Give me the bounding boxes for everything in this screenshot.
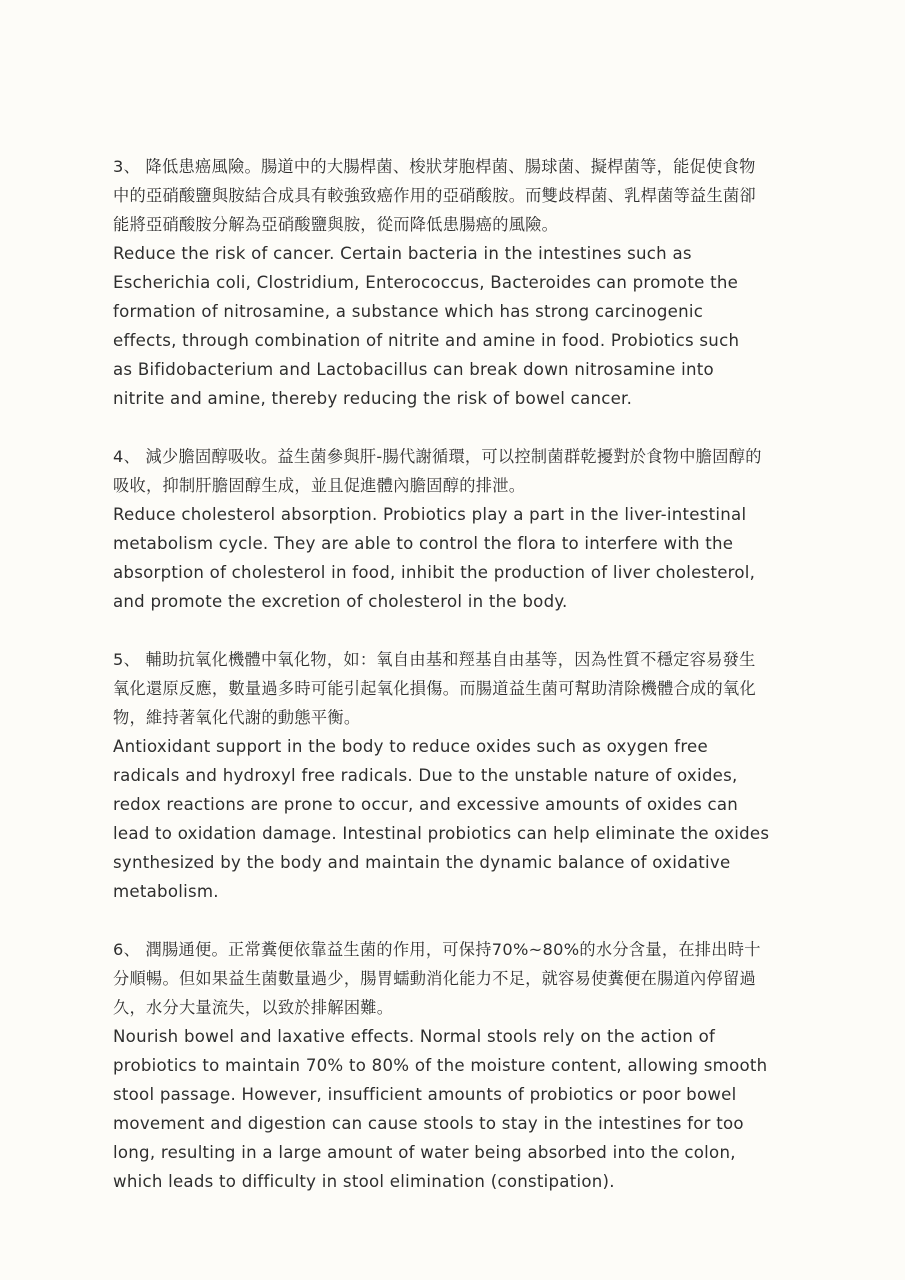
section-cholesterol: [113, 442, 813, 616]
section-bowel: [113, 935, 813, 1196]
section-english-text: Nourish bowel and laxative effects. Normal stools rely on the action of probiotics to maintain 70% to 80% of the moisture content, allowing smooth stool passage. However, insufficient amounts of probiotics or poor bowel movement and digestion can cause stools to stay in the intestines for too long, resulting in a large amount of water being absorbed into the colon, which leads to difficulty in stool elimination (constipation).: [113, 1027, 768, 1191]
section-antioxidant: [113, 645, 813, 906]
section-english-text: Reduce cholesterol absorption. Probiotics play a part in the liver-intestinal metabolism cycle. They are able to control the flora to interfere with the absorption of cholesterol in food, inhibit the production of liver cholesterol, and promote the excretion of cholesterol in the body.: [113, 505, 756, 611]
section-chinese-text: 3、 降低患癌風險。腸道中的大腸桿菌、梭狀芽胞桿菌、腸球菌、擬桿菌等，能促使食物 中的亞硝酸鹽與胺結合成具有較強致癌作用的亞硝酸胺。而雙歧桿菌、乳桿菌等益生菌卻 能將亞硝酸胺分解為亞硝酸鹽與胺，從而降低患腸癌的風險。: [113, 157, 757, 234]
section-chinese-text: 6、 潤腸通便。正常糞便依靠益生菌的作用，可保持70%~80%的水分含量，在排出時十 分順暢。但如果益生菌數量過少，腸胃蠕動消化能力不足，就容易使糞便在腸道內停留過 久，水分大量流失，以致於排解困難。: [113, 940, 761, 1017]
section-chinese-text: 5、 輔助抗氧化機體中氧化物，如：氧自由基和羥基自由基等，因為性質不穩定容易發生 氧化還原反應，數量過多時可能引起氧化損傷。而腸道益生菌可幫助清除機體合成的氧化 物，維持著氧化代謝的動態平衡。: [113, 650, 757, 727]
section-chinese-text: 4、 減少膽固醇吸收。益生菌參與肝-腸代謝循環，可以控制菌群乾擾對於食物中膽固醇的 吸收，抑制肝膽固醇生成，並且促進體內膽固醇的排泄。: [113, 447, 762, 495]
section-english-text: Antioxidant support in the body to reduce oxides such as oxygen free radicals and hydroxyl free radicals. Due to the unstable nature of oxides, redox reactions are prone to occur, and excessive amounts of oxides can lead to oxidation damage. Intestinal probiotics can help eliminate the oxides synthesized by the body and maintain the dynamic balance of oxidative metabolism.: [113, 737, 770, 901]
section-cancer-risk: [113, 152, 813, 413]
section-english-text: Reduce the risk of cancer. Certain bacteria in the intestines such as Escherichia coli, Clostridium, Enterococcus, Bacteroides can promote the formation of nitrosamine, a substance which has strong carcinogenic effects, through combination of nitrite and amine in food. Probiotics such as Bifidobacterium and Lactobacillus can break down nitrosamine into nitrite and amine, thereby reducing the risk of bowel cancer.: [113, 244, 740, 408]
